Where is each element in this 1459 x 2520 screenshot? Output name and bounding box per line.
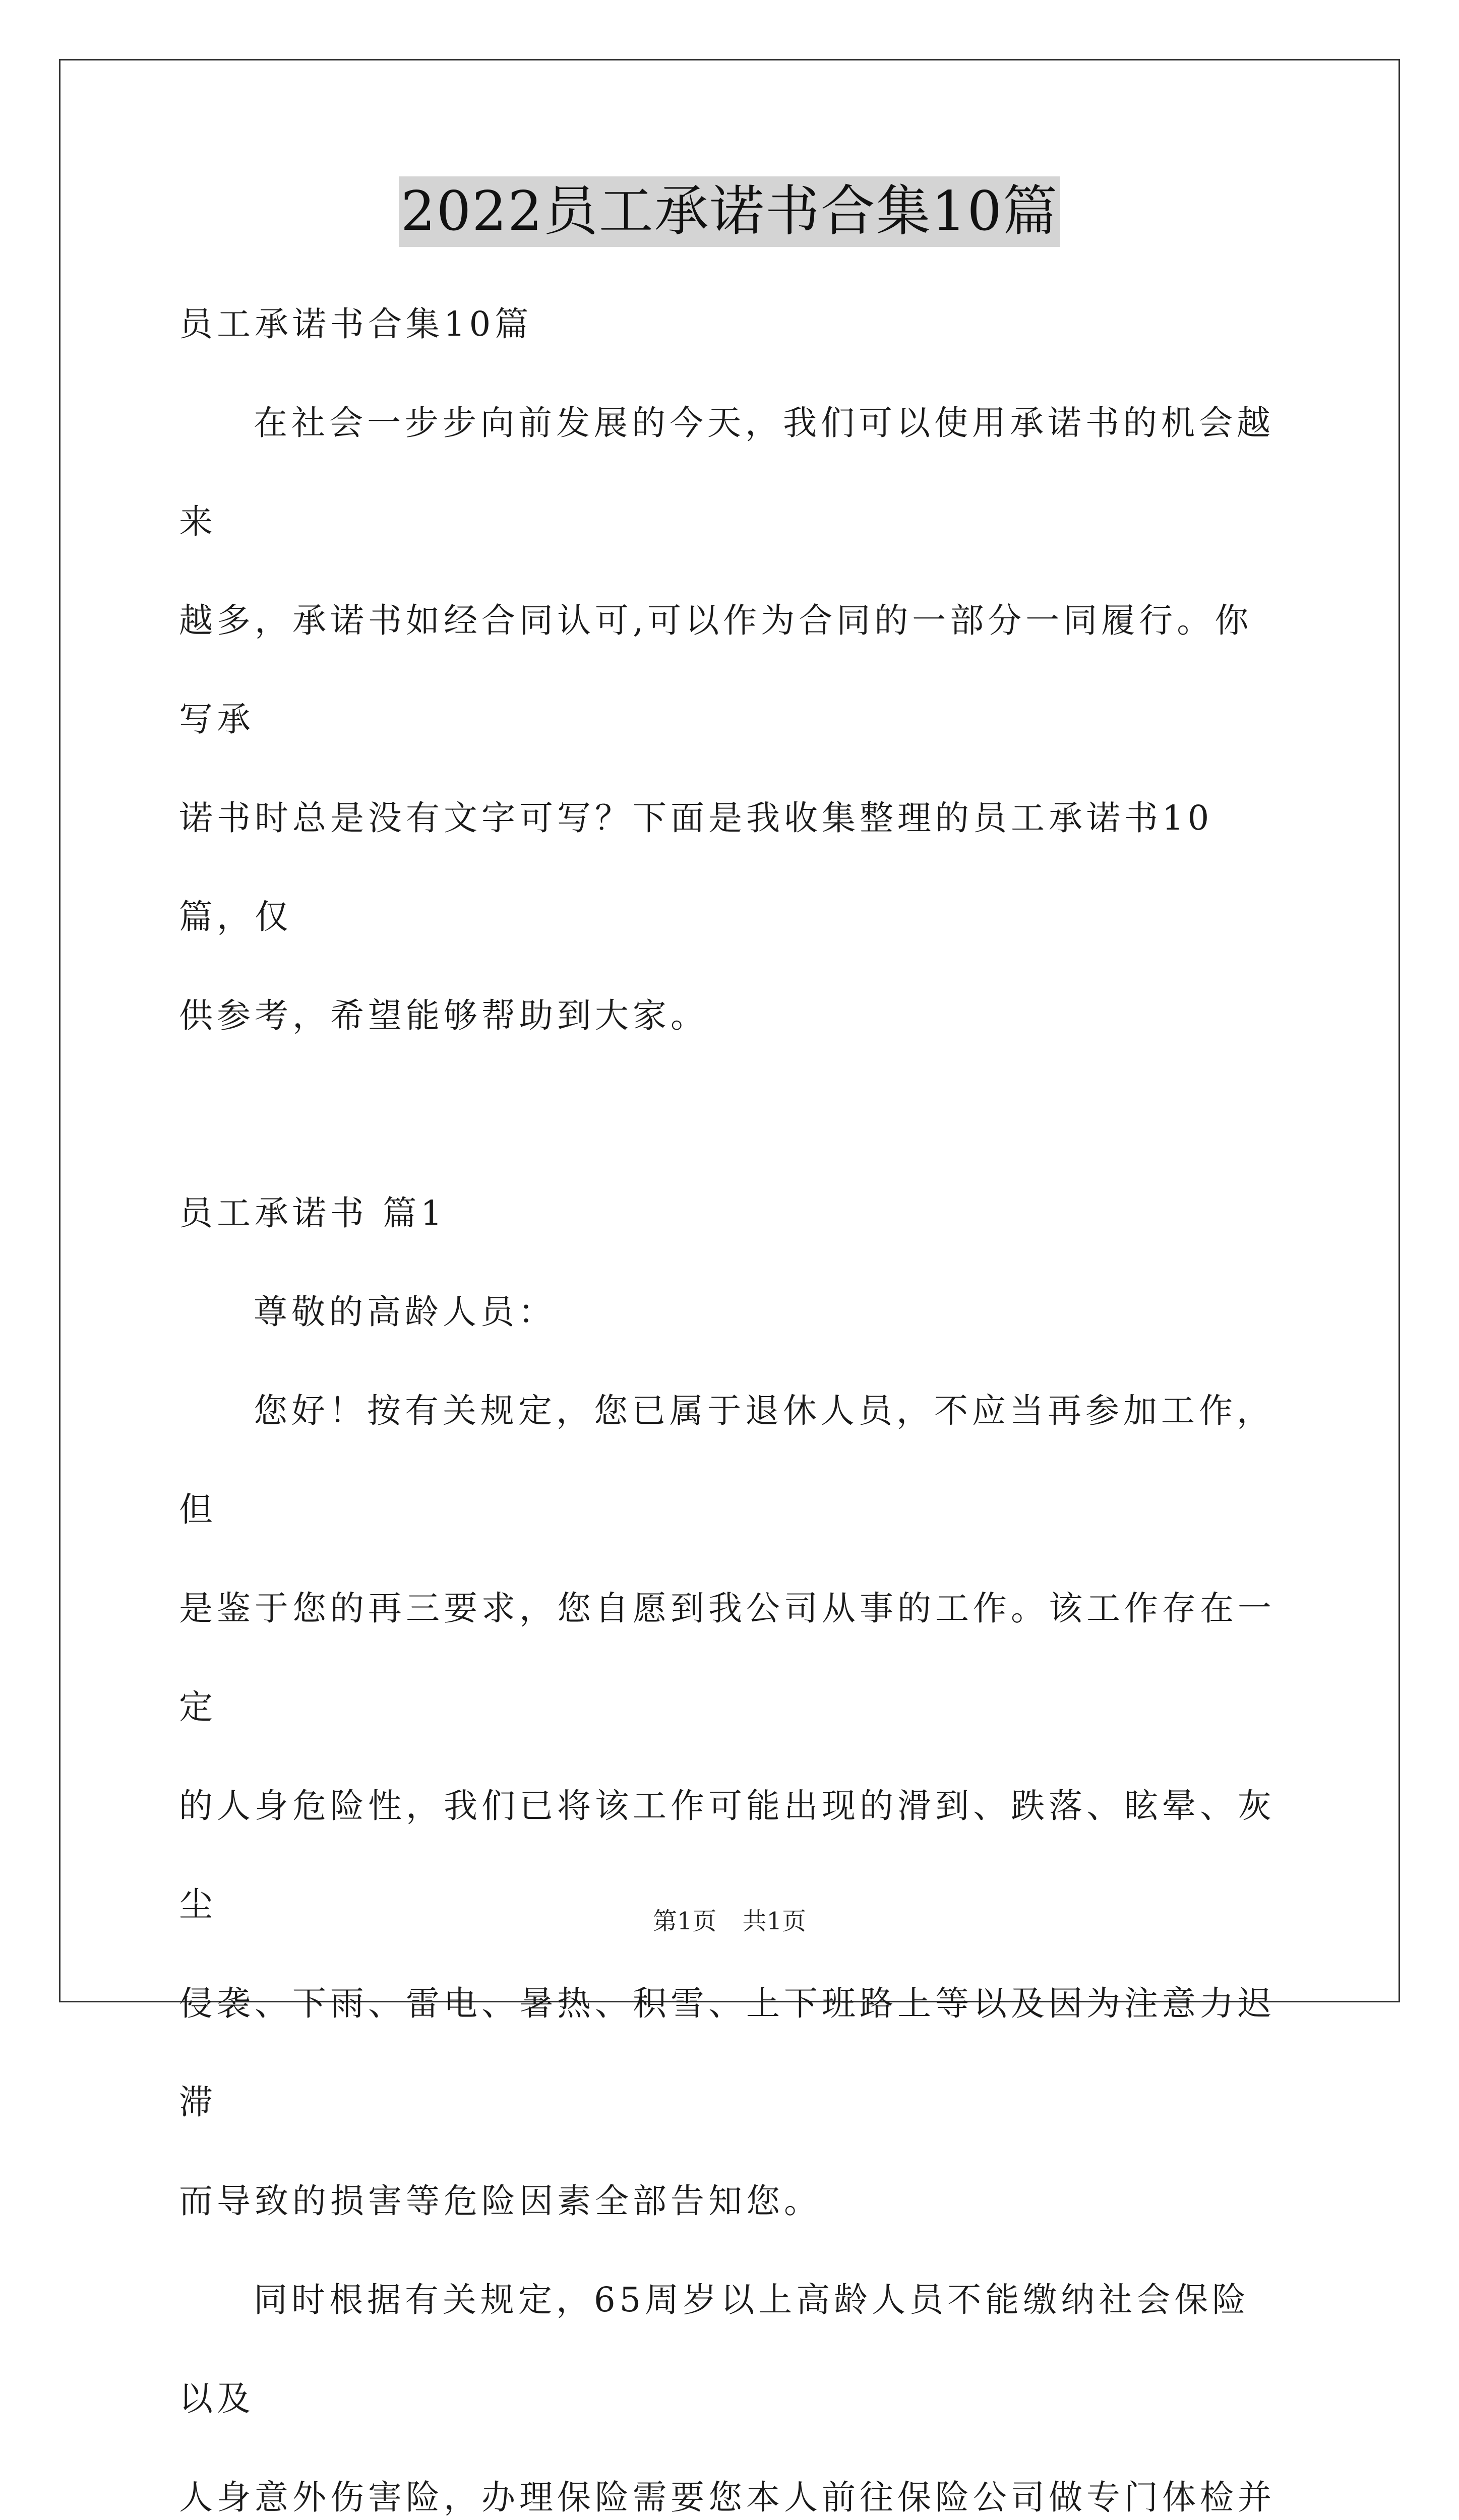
- page-number-total: 共1页: [742, 1907, 807, 1935]
- document-title: 2022员工承诺书合集10篇: [399, 176, 1060, 247]
- subtitle: 员工承诺书合集10篇: [179, 304, 533, 344]
- paragraph1-line-2: 是鉴于您的再三要求，您自愿到我公司从事的工作。该工作存在一定: [179, 1589, 1275, 1727]
- spacer: [179, 1065, 1283, 1164]
- paragraph1-line-4: 侵袭、下雨、雷电、暑热、积雪、上下班路上等以及因为注意力迟滞: [179, 1984, 1275, 2122]
- paragraph1-line-3: 的人身危险性，我们已将该工作可能出现的滑到、跌落、眩晕、灰尘: [179, 1786, 1275, 1924]
- page-number-current: 第1页: [652, 1907, 717, 1935]
- paragraph2-line-1: 同时根据有关规定，65周岁以上高龄人员不能缴纳社会保险以及: [179, 2280, 1250, 2418]
- intro-line-1: 在社会一步步向前发展的今天，我们可以使用承诺书的机会越来: [179, 403, 1274, 541]
- intro-line-3: 诺书时总是没有文字可写？下面是我收集整理的员工承诺书10篇，仅: [179, 798, 1213, 936]
- title-container: [0, 176, 1459, 247]
- document-body: [179, 275, 1283, 2520]
- page-footer: [0, 1906, 1459, 1936]
- salutation: 尊敬的高龄人员：: [254, 1292, 556, 1332]
- intro-line-2: 越多，承诺书如经合同认可,可以作为合同的一部分一同履行。你写承: [179, 601, 1253, 739]
- intro-line-4: 供参考，希望能够帮助到大家。: [179, 996, 708, 1035]
- paragraph2-line-2: 人身意外伤害险，办理保险需要您本人前往保险公司做专门体检并: [179, 2478, 1275, 2517]
- paragraph1-line-5: 而导致的损害等危险因素全部告知您。: [179, 2181, 822, 2221]
- paragraph1-line-1: 您好！按有关规定，您已属于退休人员，不应当再参加工作，但: [179, 1391, 1274, 1529]
- section-heading: 员工承诺书 篇1: [179, 1193, 446, 1233]
